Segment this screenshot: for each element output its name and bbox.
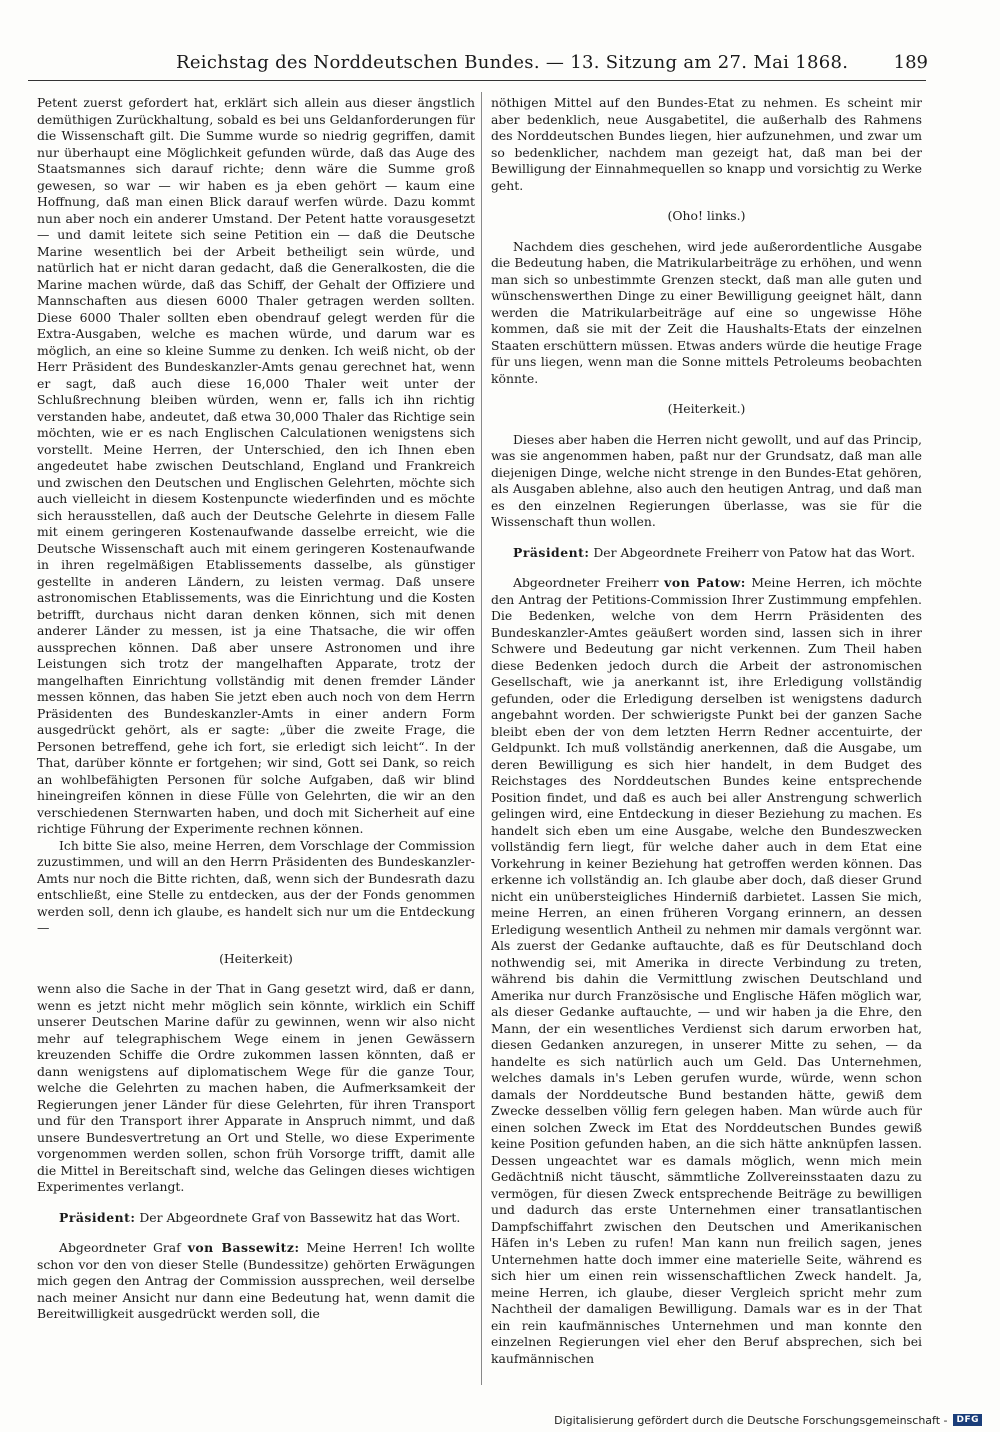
interjection: (Heiterkeit.) bbox=[667, 401, 746, 416]
right-column bbox=[491, 95, 922, 1385]
paragraph: Nachdem dies geschehen, wird jede außerordentliche Ausgabe die Bedeutung haben, die Matrikularbeiträge zu erhöhen, und wenn man sich so unbestimmte Grenzen steckt, daß man alle guten und wünschenswerthen Dinge zu einer Bewilligung geeignet hält, dann werden die Matrikularbeiträge auf eine so ungewisse Höhe kommen, daß sie mit der Zeit die Haushalts-Etats der einzelnen Staaten erschüttern müssen. Etwas anders würde die heutige Frage für uns liegen, wenn man die Sonne mittels Petroleums beobachten könnte. bbox=[491, 238, 922, 386]
column-divider bbox=[481, 92, 482, 1385]
speech-text: Meine Herren, ich möchte den Antrag der Petitions-Commission Ihrer Zustimmung empfehlen. Die Bedenken, welche von dem Herrn Präsidenten des Bundeskanzler-Amtes geäußert worden sind, lassen sich in ihrer Schwere und Bedeutung gar nicht verkennen. Zum Theil haben diese Bedenken jedoch durch die Arbeit der astronomischen Gesellschaft, wie ja anerkannt ist, ihre Erledigung vollständig gefunden, oder die Erledigung derselben ist wenigstens dadurch angebahnt worden. Der schwierigste Punkt bei der ganzen Sache bleibt eben der von dem letzten Herrn Redner accentuirte, der Geldpunkt. Ich muß vollständig anerkennen, daß die Ausgabe, um deren Bewilligung es sich hier handelt, in dem Budget des Reichstages des Norddeutschen Bundes keine entsprechende Position findet, und daß es auch bei aller Anstrengung schwerlich gelingen wird, eine Entdeckung in dieser Beziehung zu machen. Es handelt sich eben um eine Ausgabe, welche den Bundeszwecken vollständig fern liegt, für welche daher auch in dem Etat eine Vorkehrung in keiner Beziehung hat getroffen werden können. Das erkenne ich vollständig an. Ich glaube aber doch, daß dieser Grund nicht ein unübersteigliches Hinderniß darbietet. Lassen Sie mich, meine Herren, an einen früheren Vorgang erinnern, an dessen Erledigung wesentlich Antheil zu nehmen mir damals vergönnt war. Als zuerst der Gedanke auftauchte, daß es für Deutschland doch nothwendig sei, mit Amerika in directe Verbindung zu treten, während bis dahin die Vermittlung zwischen Deutschland und Amerika nur durch Französische und Englische Häfen möglich war, als dieser Gedanke auftauchte, — und wir haben ja die Ehre, den Mann, der ein wesentliches Verdienst sich darum erworben hat, diesen Gedanken anzuregen, in unserer Mitte zu sehen, — da handelte es sich natürlich auch um Geld. Das Unternehmen, welches damals in's Leben gerufen wurde, würde, wenn schon damals der Norddeutsche Bund bestanden hätte, gewiß dem Zwecke desselben völlig fern gelegen haben. Man würde auch für einen solchen Zweck im Etat des Norddeutschen Bundes gewiß keine Position gefunden haben, an die sich hätte anknüpfen lassen. Dessen ungeachtet war es damals möglich, wenn mich mein Gedächtniß nicht täuscht, sämmtliche Zollvereinsstaaten dazu zu vermögen, für diesen Zweck entsprechende Beiträge zu bewilligen und dadurch das erste Unternehmen einer transatlantischen Dampfschiffahrt zwischen den Deutschen und Amerikanischen Häfen in's Leben zu rufen! Man kann nun freilich sagen, jenes Unternehmen hatte doch immer eine materielle Seite, während es sich hier um einen rein wissenschaftlichen Zweck handelt. Ja, meine Herren, ich glaube, dieser Vergleich spricht mehr zum Nachtheil der damaligen Bewilligung. Damals war es in der That ein rein kaufmännisches Unternehmen und man konnte den einzelnen Regierungen viel eher den Beruf absprechen, sich bei kaufmännischen bbox=[491, 575, 922, 1366]
left-column bbox=[37, 95, 475, 1385]
page-number: 189 bbox=[893, 52, 928, 73]
speaker-intro: Abgeordneter Freiherr bbox=[513, 575, 665, 590]
speaker-intro: Abgeordneter Graf bbox=[59, 1240, 188, 1255]
speaker-name: von Bassewitz: bbox=[187, 1240, 300, 1255]
paragraph: wenn also die Sache in der That in Gang gesetzt wird, daß er dann, wenn es jetzt nicht mehr möglich sein könnte, wirklich ein Schiff unserer Deutschen Marine dafür zu gewinnen, wenn wir also nicht mehr auf telegraphischem Wege einem in jenen Gewässern kreuzenden Schiffe die Ordre zukommen lassen könnten, daß er dann wenigstens auf diplomatischem Wege für die ganze Tour, welche die Gelehrten zu machen haben, die Aufmerksamkeit der Regierungen jener Länder für diese Gelehrten, für ihren Transport und für den Transport ihrer Apparate in Anspruch nimmt, und daß unsere Bundesvertretung an Ort und Stelle, wo diese Experimente vorgenommen werden sollen, schon früh Vorsorge trifft, damit alle die Mittel in Bereitschaft sind, welche das Gelingen dieses wichtigen Experimentes verlangt. bbox=[37, 981, 475, 1194]
speech-text: Der Abgeordnete Freiherr von Patow hat das Wort. bbox=[589, 544, 916, 560]
footer-credit bbox=[554, 1412, 982, 1428]
speaker-name: Präsident: bbox=[513, 544, 590, 560]
running-title: Reichstag des Norddeutschen Bundes. — 13. Sitzung am 27. Mai 1868. bbox=[176, 52, 849, 73]
credit-text: Digitalisierung gefördert durch die Deutsche Forschungsgemeinschaft - bbox=[554, 1413, 948, 1427]
paragraph bbox=[491, 575, 922, 1367]
speech-text: Meine Herren! Ich wollte schon vor den von dieser Stelle (Bundessitze) gehörten Erwägungen mich gegen den Antrag der Commission aussprechen, weil derselbe nach meiner Ansicht nur dann eine Bedeutung hat, wenn damit die Bereitwilligkeit ausgedrückt werden soll, die bbox=[37, 1240, 475, 1321]
paragraph bbox=[491, 545, 922, 562]
speaker-name: von Patow: bbox=[664, 575, 746, 590]
speaker-name: Präsident: bbox=[59, 1209, 136, 1225]
paragraph bbox=[37, 1240, 475, 1323]
interjection: (Oho! links.) bbox=[667, 208, 746, 223]
paragraph: nöthigen Mittel auf den Bundes-Etat zu nehmen. Es scheint mir aber bedenklich, neue Ausgabetitel, die außerhalb des Rahmens des Norddeutschen Bundes liegen, hier aufzunehmen, und zwar um so bedenklicher, nachdem man gezeigt hat, daß man bei der Bewilligung der Einnahmequellen so knapp und vorsichtig zu Werke geht. bbox=[491, 95, 922, 193]
paragraph: Petent zuerst gefordert hat, erklärt sich allein aus dieser ängstlich demüthigen Zurückhaltung, sobald es bei uns Geldanforderungen für die Wissenschaft gilt. Die Summe wurde so niedrig gegriffen, damit nur überhaupt eine Möglichkeit gefunden würde, daß das Auge des Staatsmannes sich darauf richte; denn wäre die Summe groß gewesen, so war — wir haben es ja eben gehört — kaum eine Hoffnung, daß man einen Blick darauf werfen würde. Dazu kommt nun aber noch ein anderer Umstand. Der Petent hatte vorausgesetzt — und damit leitete sich seine Petition ein — daß die Deutsche Marine wesentlich bei der Arbeit betheiligt sein würde, und natürlich hat er nicht daran gedacht, daß die Generalkosten, die die Marine machen würde, daß das Schiff, der Gehalt der Offiziere und Mannschaften aus diesen 6000 Thaler getragen werden sollten. Diese 6000 Thaler sollten eben obendrauf gelegt werden für die Extra-Ausgaben, welche es machen würde, und darum war es möglich, an eine so kleine Summe zu denken. Ich weiß nicht, ob der Herr Präsident des Bundeskanzler-Amts genau gerechnet hat, wenn er sagt, daß auch diese 16,000 Thaler weit unter der Schlußrechnung bleiben würden, wenn er, falls ich ihn richtig verstanden habe, andeutet, daß etwa 30,000 Thaler das Richtige sein möchten, wie er es nach Englischen Calculationen wenigstens sich vorstellt. Meine Herren, der Unterschied, den ich Ihnen eben angedeutet habe zwischen Deutschland, England und Frankreich und zwischen den Deutschen und Englischen Gelehrten, möchte sich auch vielleicht in diesem Kostenpuncte wiederfinden und es möchte sich herausstellen, daß auch der Deutsche Gelehrte in diesem Falle mit einem geringeren Kostenaufwande dasselbe erreicht, wie die Deutsche Wissenschaft auch mit einem geringeren Kostenaufwande in ihren regelmäßigen Etablissements dasselbe, als günstiger gestellte in anderen Ländern, zu leisten vermag. Daß unsere astronomischen Etablissements, was die Einrichtung und die Kosten betrifft, durchaus nicht daran denken können, sich mit denen anderer Länder zu messen, ist ja eine Thatsache, die wir offen aussprechen können. Daß aber unsere Astronomen und ihre Leistungen sich trotz der mangelhaften Apparate, trotz der mangelhaften Einrichtung vollständig mit denen fremder Länder messen können, das haben Sie jetzt eben auch noch von dem Herrn Präsidenten des Bundeskanzler-Amts in einer andern Form ausgedrückt gehört, als er sagte: „über die zweite Frage, die Personen betreffend, gehe ich fort, sie erledigt sich leicht“. In der That, darüber könnte er fortgehen; wir sind, Gott sei Dank, so reich an wohlbefähigten Personen für solche Aufgaben, daß wir blind hineingreifen können in diese Fülle von Gelehrten, die wir an den verschiedenen Sternwarten haben, und doch mit Sicherheit auf eine richtige Führung der Experimente rechnen können. bbox=[37, 95, 475, 836]
header-rule bbox=[28, 80, 926, 81]
page-header bbox=[28, 52, 928, 78]
speech-text: Der Abgeordnete Graf von Bassewitz hat das Wort. bbox=[135, 1209, 461, 1225]
paragraph: Ich bitte Sie also, meine Herren, dem Vorschlage der Commission zuzustimmen, und will an den Herrn Präsidenten des Bundeskanzler-Amts nur noch die Bitte richten, daß, wenn sich der Bundesrath dazu entschließt, eine Stelle zu entdecken, aus der der Fonds genommen werden soll, denn ich glaube, es handelt sich nur um die Entdeckung — bbox=[37, 837, 475, 935]
dfg-logo: DFG bbox=[953, 1414, 982, 1426]
paragraph: Dieses aber haben die Herren nicht gewollt, und auf das Princip, was sie angenommen haben, paßt nur der Grundsatz, daß man alle diejenigen Dinge, welche nicht strenge in den Bundes-Etat gehören, als Ausgaben ablehne, also auch den heutigen Antrag, und daß man es den einzelnen Regierungen überlasse, was sie für die Wissenschaft thun wollen. bbox=[491, 431, 922, 529]
interjection: (Heiterkeit) bbox=[219, 950, 293, 966]
paragraph bbox=[37, 1210, 475, 1227]
